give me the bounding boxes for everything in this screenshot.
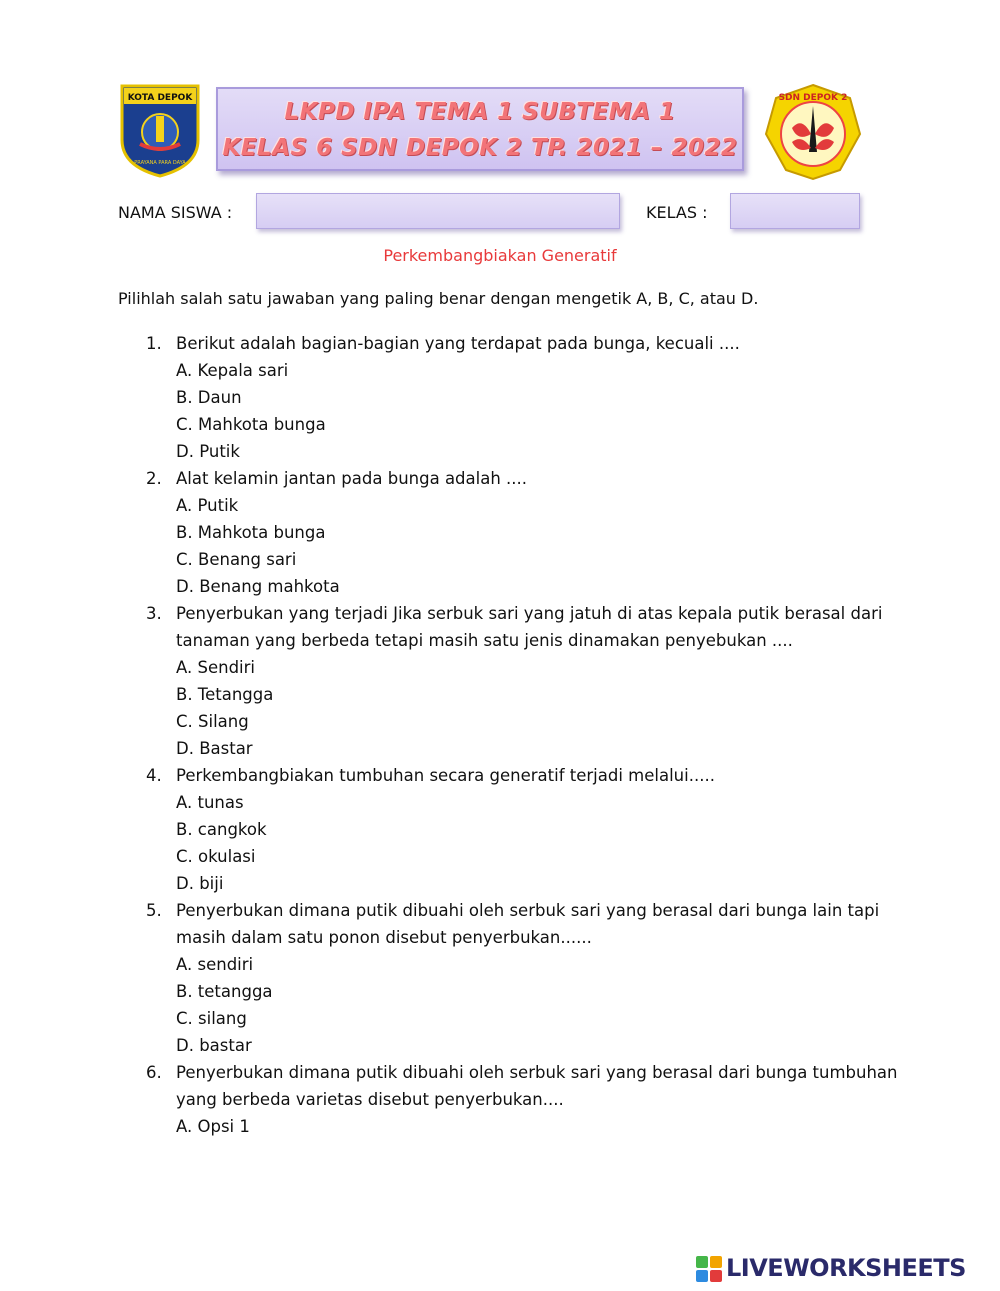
- question-2: [118, 465, 908, 600]
- question-number: 5.: [146, 901, 162, 920]
- question-number: 1.: [146, 334, 162, 353]
- answer-option: A. Opsi 1: [176, 1117, 250, 1136]
- answer-option: C. Benang sari: [176, 550, 297, 569]
- logo-left-top-text: KOTA DEPOK: [127, 93, 193, 103]
- title-line-2: KELAS 6 SDN DEPOK 2 TP. 2021 – 2022: [222, 135, 738, 161]
- question-4: [118, 762, 908, 897]
- answer-option: C. silang: [176, 1009, 247, 1028]
- liveworksheets-brand[interactable]: [696, 1254, 996, 1284]
- answer-option: D. Bastar: [176, 739, 253, 758]
- answer-option: B. tetangga: [176, 982, 273, 1001]
- answer-option: A. tunas: [176, 793, 244, 812]
- question-text: Alat kelamin jantan pada bunga adalah ....: [176, 469, 528, 488]
- answer-option: D. Putik: [176, 442, 240, 461]
- name-label: NAMA SISWA :: [118, 203, 233, 222]
- answer-option: D. biji: [176, 874, 224, 893]
- answer-option: B. Tetangga: [176, 685, 274, 704]
- title-banner: [216, 87, 744, 171]
- answer-option: C. Silang: [176, 712, 249, 731]
- answer-option: C. Mahkota bunga: [176, 415, 326, 434]
- name-input[interactable]: [256, 193, 620, 229]
- question-number: 6.: [146, 1063, 162, 1082]
- question-1: [118, 330, 908, 465]
- answer-option: A. Putik: [176, 496, 239, 515]
- class-input[interactable]: [730, 193, 860, 229]
- liveworksheets-logo-icon: [696, 1256, 722, 1282]
- question-3: [118, 600, 908, 762]
- answer-option: B. Mahkota bunga: [176, 523, 326, 542]
- answer-option: A. Sendiri: [176, 658, 255, 677]
- question-text: Berikut adalah bagian-bagian yang terdapat pada bunga, kecuali ....: [176, 334, 740, 353]
- answer-option: A. Kepala sari: [176, 361, 289, 380]
- question-number: 2.: [146, 469, 162, 488]
- answer-option: A. sendiri: [176, 955, 254, 974]
- question-text: Penyerbukan yang terjadi Jika serbuk sari yang jatuh di atas kepala putik berasal dari tanaman yang berbeda tetapi masih satu jenis dinamakan penyebukan ....: [176, 604, 883, 650]
- question-number: 3.: [146, 604, 162, 623]
- answer-option: D. Benang mahkota: [176, 577, 340, 596]
- kota-depok-logo: [118, 82, 202, 178]
- question-text: Perkembangbiakan tumbuhan secara generatif terjadi melalui.....: [176, 766, 715, 785]
- sdn-depok-2-logo: [762, 82, 864, 182]
- question-list: [118, 330, 908, 1140]
- answer-option: C. okulasi: [176, 847, 256, 866]
- question-5: [118, 897, 908, 1059]
- class-label: KELAS :: [646, 203, 708, 222]
- question-6: [118, 1059, 908, 1140]
- answer-option: B. Daun: [176, 388, 242, 407]
- question-number: 4.: [146, 766, 162, 785]
- answer-option: D. bastar: [176, 1036, 252, 1055]
- logo-right-text: SDN DEPOK 2: [778, 93, 848, 103]
- title-line-1: LKPD IPA TEMA 1 SUBTEMA 1: [284, 99, 676, 125]
- answer-option: B. cangkok: [176, 820, 267, 839]
- instruction-text: Pilihlah salah satu jawaban yang paling benar dengan mengetik A, B, C, atau D.: [118, 289, 759, 308]
- question-text: Penyerbukan dimana putik dibuahi oleh serbuk sari yang berasal dari bunga lain tapi masih dalam satu ponon disebut penyerbukan......: [176, 901, 880, 947]
- brand-name: LIVEWORKSHEETS: [726, 1254, 966, 1282]
- section-subtitle: Perkembangbiakan Generatif: [383, 246, 617, 265]
- question-text: Penyerbukan dimana putik dibuahi oleh serbuk sari yang berasal dari bunga tumbuhan yang berbeda varietas disebut penyerbukan....: [176, 1063, 898, 1109]
- logo-left-bottom-text: PRAYANA PARA DAYA: [134, 160, 186, 166]
